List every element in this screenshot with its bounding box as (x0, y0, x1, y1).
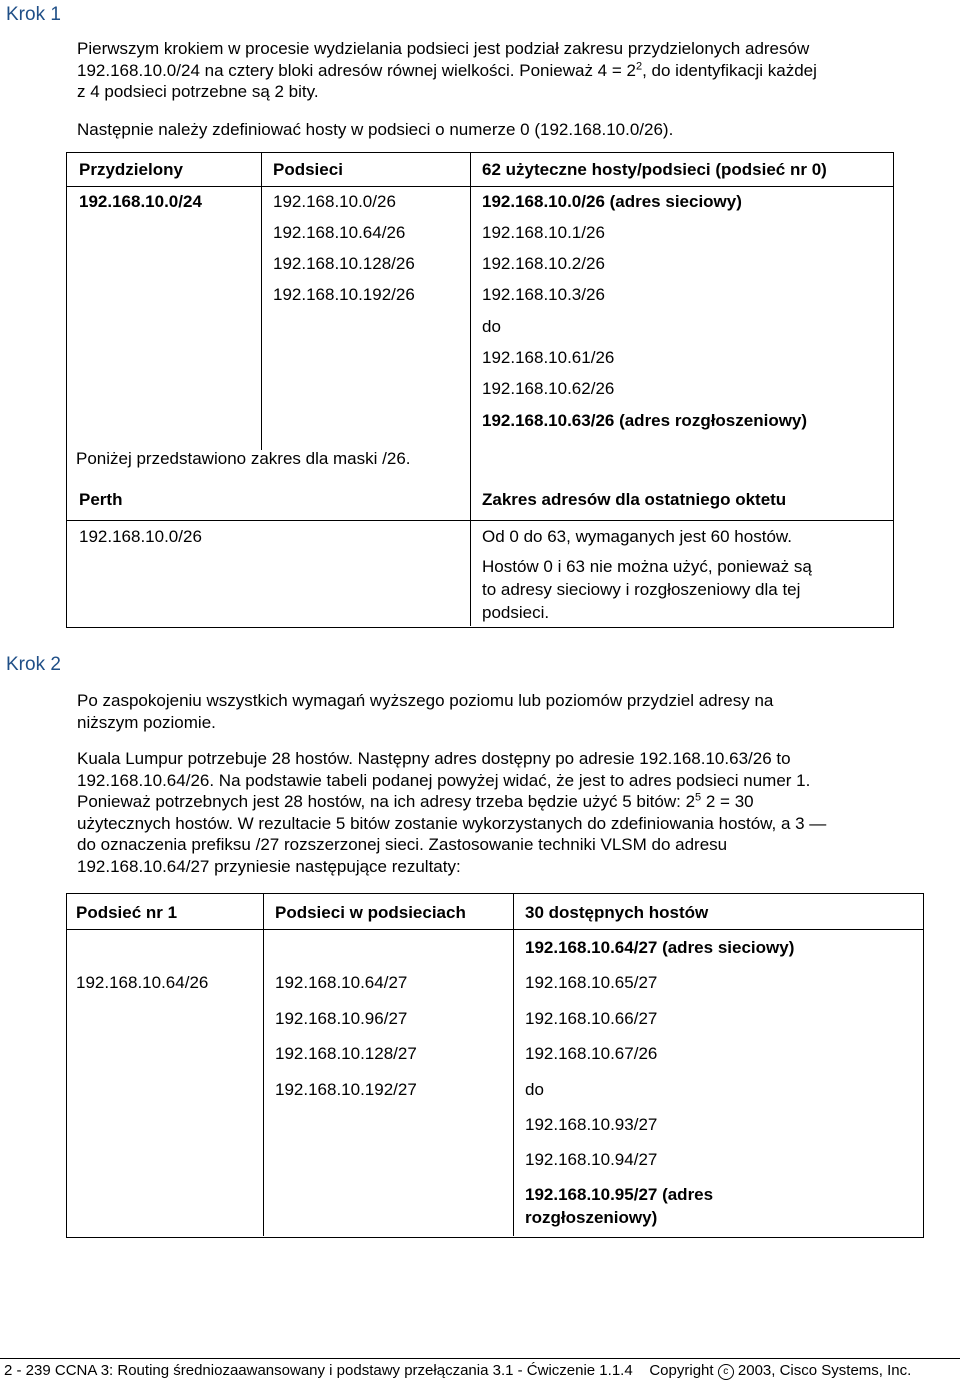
step2-paragraph1 (77, 690, 773, 733)
sub-subnet-item: 192.168.10.128/27 (275, 1044, 417, 1063)
header-available-hosts: 30 dostępnych hostów (525, 903, 709, 922)
subnet-network: 192.168.10.64/26 (76, 973, 209, 992)
mask-note: Poniżej przedstawiono zakres dla maski /26. (76, 449, 411, 468)
subnet-item: 192.168.10.64/26 (273, 223, 406, 242)
host-item: 192.168.10.2/26 (482, 254, 605, 273)
allocated-network: 192.168.10.0/24 (79, 192, 202, 211)
text-line: z 4 podsieci potrzebne są 2 bity. (77, 82, 319, 101)
host-item: 192.168.10.94/27 (525, 1150, 658, 1169)
host-item: 192.168.10.66/27 (525, 1009, 658, 1028)
text-line: , do identyfikacji każdej (642, 60, 817, 80)
footer-course-info: 2 - 239 CCNA 3: Routing średniozaawansowany i podstawy przełączania 3.1 - Ćwiczenie 1.1.4 (4, 1362, 633, 1379)
superscript: 2 (635, 59, 643, 72)
host-item: 192.168.10.67/26 (525, 1044, 658, 1063)
host-item: 192.168.10.93/27 (525, 1115, 658, 1134)
text-line: Pierwszym krokiem w procesie wydzielania podsieci jest podział zakresu przydzielonych adresów (77, 39, 810, 58)
superscript: 5 (695, 791, 702, 804)
vlsm-table (66, 893, 924, 1238)
text-line: do oznaczenia prefiksu /27 rozszerzonej sieci. Zastosowanie techniki VLSM do adresu (77, 835, 728, 854)
header-subnet-number: Podsieć nr 1 (76, 903, 178, 922)
subnet-table (66, 152, 894, 628)
header-usable-hosts: 62 użyteczne hosty/podsieci (podsieć nr 0) (482, 160, 827, 179)
host-item: 192.168.10.65/27 (525, 973, 658, 992)
host-item: 192.168.10.0/26 (adres sieciowy) (482, 192, 742, 211)
footer-copyright-label: Copyright (649, 1362, 714, 1379)
range-description: Od 0 do 63, wymaganych jest 60 hostów. (482, 527, 792, 546)
text-line: 192.168.10.64/27 przyniesie następujące rezultaty: (77, 856, 461, 876)
host-item: 192.168.10.63/26 (adres rozgłoszeniowy) (482, 411, 808, 430)
step1-paragraph2: Następnie należy zdefiniować hosty w podsieci o numerze 0 (192.168.10.0/26). (77, 120, 674, 139)
step1-paragraph1 (77, 38, 957, 103)
host-item: 192.168.10.3/26 (482, 285, 605, 304)
range-network: 192.168.10.0/26 (79, 527, 202, 546)
subnet-item: 192.168.10.0/26 (273, 192, 396, 211)
step2-paragraph2 (77, 748, 826, 877)
header-allocated: Przydzielony (79, 160, 183, 179)
host-item: 192.168.10.64/27 (adres sieciowy) (525, 938, 795, 957)
text-line: użytecznych hostów. W rezultacie 5 bitów zostanie wykorzystanych do zdefiniowania hostów, a 3 — (77, 813, 827, 833)
copyright-icon: c (718, 1364, 734, 1380)
sub-subnet-item: 192.168.10.64/27 (275, 973, 408, 992)
text-line: Ponieważ potrzebnych jest 28 hostów, na ich adresy trzeba będzie użyć 5 bitów: 2 (77, 792, 696, 811)
range-header-site: Perth (79, 490, 123, 509)
subnet-item: 192.168.10.192/26 (273, 285, 415, 304)
subnet-item: 192.168.10.128/26 (273, 254, 415, 273)
host-item: rozgłoszeniowy) (525, 1208, 658, 1227)
host-item: 192.168.10.61/26 (482, 348, 615, 367)
host-item: 192.168.10.95/27 (adres (525, 1185, 714, 1204)
text-line: 192.168.10.0/24 na cztery bloki adresów równej wielkości. Ponieważ 4 = 2 (77, 60, 636, 80)
sub-subnet-item: 192.168.10.192/27 (275, 1080, 417, 1099)
text-line: 2 = 30 (701, 792, 754, 811)
text-line: 192.168.10.64/26. Na podstawie tabeli podanej powyżej widać, że jest to adres podsieci numer 1. (77, 770, 811, 790)
step1-heading: Krok 1 (6, 4, 61, 25)
sub-subnet-item: 192.168.10.96/27 (275, 1009, 408, 1028)
header-sub-subnets: Podsieci w podsieciach (275, 903, 466, 922)
footer (4, 1362, 911, 1380)
host-item: 192.168.10.62/26 (482, 379, 615, 398)
footer-divider (0, 1358, 960, 1359)
text-line: Po zaspokojeniu wszystkich wymagań wyższego poziomu lub poziomów przydziel adresy na (77, 691, 774, 710)
range-header-octet: Zakres adresów dla ostatniego oktetu (482, 490, 787, 509)
range-explanation: Hostów 0 i 63 nie można użyć, ponieważ są to adresy sieciowy i rozgłoszeniowy dla tej podsieci. (482, 557, 812, 622)
footer-copyright-owner: 2003, Cisco Systems, Inc. (737, 1362, 912, 1379)
host-item: 192.168.10.1/26 (482, 223, 605, 242)
step2-heading: Krok 2 (6, 654, 61, 675)
header-subnets: Podsieci (273, 160, 343, 179)
text-line: Kuala Lumpur potrzebuje 28 hostów. Następny adres dostępny po adresie 192.168.10.63/26 to (77, 749, 791, 768)
text-line: niższym poziomie. (77, 712, 216, 732)
host-item: do (482, 317, 501, 336)
host-item: do (525, 1080, 544, 1099)
